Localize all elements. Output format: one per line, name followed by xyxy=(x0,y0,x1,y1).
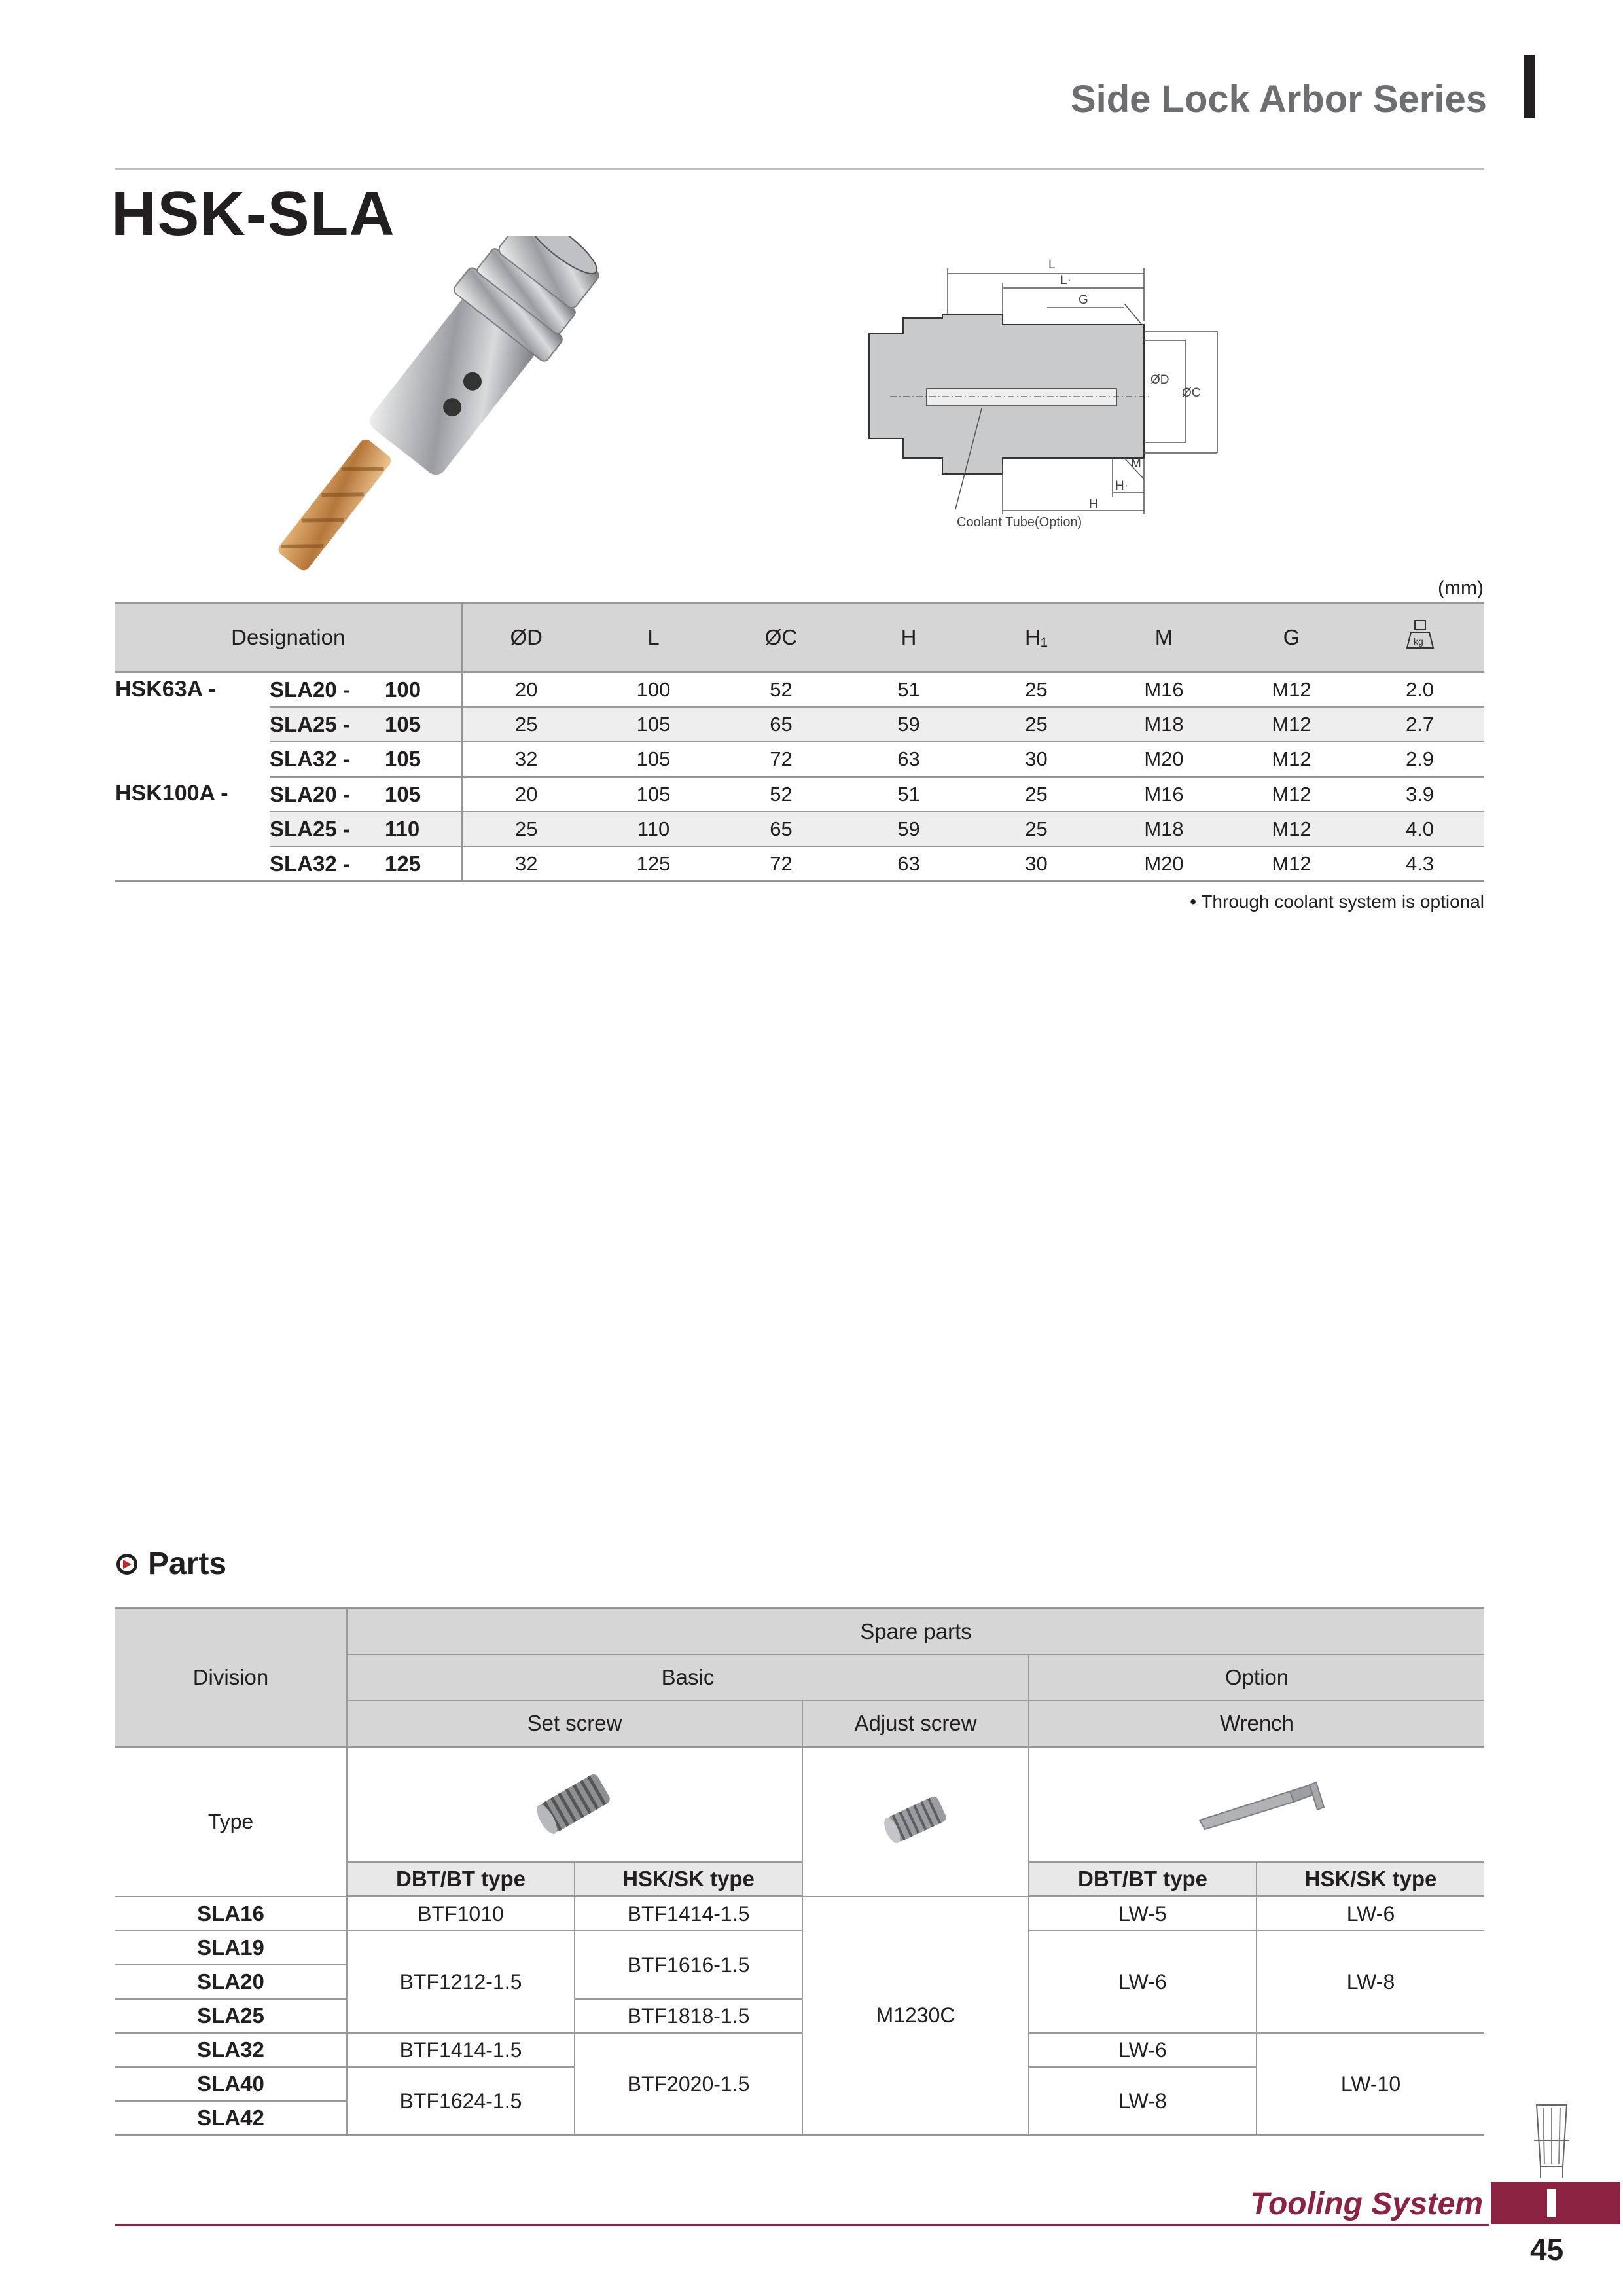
row-sub: SLA20 - xyxy=(270,777,385,812)
cell-m: M20 xyxy=(1100,846,1228,882)
cell-l: 105 xyxy=(590,707,717,742)
row-len: 125 xyxy=(385,846,462,882)
row-len: 100 xyxy=(385,672,462,708)
cell-m: M20 xyxy=(1100,742,1228,777)
svg-text:kg: kg xyxy=(1413,636,1423,647)
col-designation: Designation xyxy=(115,603,462,672)
cell-weight: 3.9 xyxy=(1355,777,1484,812)
cell-g: M12 xyxy=(1228,742,1355,777)
svg-text:Coolant Tube(Option): Coolant Tube(Option) xyxy=(957,515,1082,529)
footer-marker-bar xyxy=(1547,2189,1556,2217)
cell-l: 110 xyxy=(590,812,717,846)
col-d: ØD xyxy=(462,603,590,672)
row-sub: SLA32 - xyxy=(270,846,385,882)
cell-wrench-dbt: LW-8 xyxy=(1029,2067,1257,2136)
cell-c: 65 xyxy=(717,707,845,742)
division-header: Division xyxy=(115,1609,347,1747)
cell-h1: 30 xyxy=(972,742,1100,777)
svg-text:L: L xyxy=(1048,258,1056,272)
cell-h1: 25 xyxy=(972,672,1100,708)
unit-label: (mm) xyxy=(1438,577,1484,599)
cell-c: 72 xyxy=(717,742,845,777)
cell-g: M12 xyxy=(1228,672,1355,708)
series-title: Side Lock Arbor Series xyxy=(1070,78,1487,120)
cell-m: M16 xyxy=(1100,777,1228,812)
cell-weight: 4.0 xyxy=(1355,812,1484,846)
row-label: SLA19 xyxy=(115,1931,347,1965)
cell-weight: 2.0 xyxy=(1355,672,1484,708)
wrench-header: Wrench xyxy=(1029,1700,1484,1747)
row-label: SLA32 xyxy=(115,2033,347,2067)
row-len: 105 xyxy=(385,777,462,812)
adjust-screw-icon xyxy=(873,1783,958,1855)
svg-text:L·: L· xyxy=(1060,274,1071,287)
cell-weight: 2.9 xyxy=(1355,742,1484,777)
cell-l: 125 xyxy=(590,846,717,882)
wrench-hsk-header: HSK/SK type xyxy=(1257,1862,1484,1897)
svg-text:ØD: ØD xyxy=(1150,373,1169,387)
row-len: 110 xyxy=(385,812,462,846)
cell-h: 51 xyxy=(845,672,972,708)
cell-h1: 30 xyxy=(972,846,1100,882)
row-sub: SLA32 - xyxy=(270,742,385,777)
footer-rule xyxy=(115,2224,1489,2226)
row-label: SLA16 xyxy=(115,1897,347,1931)
cell-l: 105 xyxy=(590,742,717,777)
col-m: M xyxy=(1100,603,1228,672)
col-g: G xyxy=(1228,603,1355,672)
wrench-dbt-header: DBT/BT type xyxy=(1029,1862,1257,1897)
option-header: Option xyxy=(1029,1655,1484,1700)
cell-wrench-hsk: LW-10 xyxy=(1257,2033,1484,2136)
cell-g: M12 xyxy=(1228,812,1355,846)
cell-c: 52 xyxy=(717,672,845,708)
cell-wrench-dbt: LW-6 xyxy=(1029,2033,1257,2067)
col-h: H xyxy=(845,603,972,672)
set-screw-icon xyxy=(526,1759,624,1844)
cell-h1: 25 xyxy=(972,707,1100,742)
section-marker-bar xyxy=(1524,55,1535,118)
product-photo xyxy=(233,236,665,576)
section-bullet-icon xyxy=(115,1552,139,1576)
spec-table xyxy=(115,602,1484,882)
col-c: ØC xyxy=(717,603,845,672)
cell-h1: 25 xyxy=(972,812,1100,846)
adjust-screw-image xyxy=(802,1747,1029,1897)
wrench-image xyxy=(1029,1747,1484,1863)
cell-g: M12 xyxy=(1228,707,1355,742)
svg-text:G: G xyxy=(1079,293,1088,307)
parts-title: Parts xyxy=(148,1547,227,1581)
cell-h: 59 xyxy=(845,812,972,846)
coolant-note: • Through coolant system is optional xyxy=(1190,891,1484,912)
cell-h: 51 xyxy=(845,777,972,812)
spare-parts-header: Spare parts xyxy=(347,1609,1484,1655)
cell-h: 63 xyxy=(845,742,972,777)
svg-text:ØC: ØC xyxy=(1182,386,1201,400)
col-weight xyxy=(1355,603,1484,672)
page-number: 45 xyxy=(1530,2233,1564,2267)
cell-set-hsk: BTF2020-1.5 xyxy=(575,2033,802,2136)
basic-header: Basic xyxy=(347,1655,1029,1700)
cell-m: M16 xyxy=(1100,672,1228,708)
cell-wrench-dbt: LW-5 xyxy=(1029,1897,1257,1931)
cell-d: 32 xyxy=(462,846,590,882)
wrench-icon xyxy=(1185,1769,1329,1835)
cell-wrench-hsk: LW-6 xyxy=(1257,1897,1484,1931)
cell-h1: 25 xyxy=(972,777,1100,812)
header-divider xyxy=(115,168,1484,170)
adjust-screw-header: Adjust screw xyxy=(802,1700,1029,1747)
col-h1: H₁ xyxy=(972,603,1100,672)
row-sub: SLA20 - xyxy=(270,672,385,708)
group-hsk100a: HSK100A - xyxy=(115,777,270,882)
cell-adjust-screw: M1230C xyxy=(802,1897,1029,2136)
cell-g: M12 xyxy=(1228,777,1355,812)
type-label: Type xyxy=(115,1747,347,1897)
footer-brand: Tooling System xyxy=(1250,2187,1483,2221)
cell-c: 52 xyxy=(717,777,845,812)
cell-d: 20 xyxy=(462,672,590,708)
cell-weight: 2.7 xyxy=(1355,707,1484,742)
set-screw-header: Set screw xyxy=(347,1700,802,1747)
row-sub: SLA25 - xyxy=(270,707,385,742)
row-label: SLA40 xyxy=(115,2067,347,2101)
cell-m: M18 xyxy=(1100,707,1228,742)
cell-l: 100 xyxy=(590,672,717,708)
cell-g: M12 xyxy=(1228,846,1355,882)
svg-text:H: H xyxy=(1089,497,1098,511)
parts-table xyxy=(115,1607,1484,2136)
cell-set-hsk: BTF1616-1.5 xyxy=(575,1931,802,1999)
cell-d: 25 xyxy=(462,707,590,742)
row-label: SLA25 xyxy=(115,1999,347,2033)
weight-icon xyxy=(1402,618,1438,652)
cell-wrench-dbt: LW-6 xyxy=(1029,1931,1257,2033)
cell-c: 65 xyxy=(717,812,845,846)
set-screw-dbt-header: DBT/BT type xyxy=(347,1862,575,1897)
collet-icon xyxy=(1522,2101,1581,2179)
cell-d: 25 xyxy=(462,812,590,846)
row-label: SLA20 xyxy=(115,1965,347,1999)
row-label: SLA42 xyxy=(115,2101,347,2136)
cell-set-hsk: BTF1414-1.5 xyxy=(575,1897,802,1931)
technical-drawing xyxy=(851,249,1243,543)
cell-wrench-hsk: LW-8 xyxy=(1257,1931,1484,2033)
cell-h: 63 xyxy=(845,846,972,882)
cell-set-dbt: BTF1624-1.5 xyxy=(347,2067,575,2136)
cell-set-dbt: BTF1010 xyxy=(347,1897,575,1931)
cell-set-dbt: BTF1414-1.5 xyxy=(347,2033,575,2067)
cell-weight: 4.3 xyxy=(1355,846,1484,882)
col-l: L xyxy=(590,603,717,672)
set-screw-image xyxy=(347,1747,802,1863)
cell-l: 105 xyxy=(590,777,717,812)
cell-h: 59 xyxy=(845,707,972,742)
set-screw-hsk-header: HSK/SK type xyxy=(575,1862,802,1897)
cell-d: 32 xyxy=(462,742,590,777)
cell-d: 20 xyxy=(462,777,590,812)
row-len: 105 xyxy=(385,742,462,777)
svg-text:H·: H· xyxy=(1115,479,1129,493)
cell-set-hsk: BTF1818-1.5 xyxy=(575,1999,802,2033)
cell-set-dbt: BTF1212-1.5 xyxy=(347,1931,575,2033)
row-len: 105 xyxy=(385,707,462,742)
svg-text:M: M xyxy=(1131,457,1141,471)
cell-m: M18 xyxy=(1100,812,1228,846)
page-title: HSK-SLA xyxy=(111,179,395,249)
group-hsk63a: HSK63A - xyxy=(115,677,216,702)
row-sub: SLA25 - xyxy=(270,812,385,846)
cell-c: 72 xyxy=(717,846,845,882)
